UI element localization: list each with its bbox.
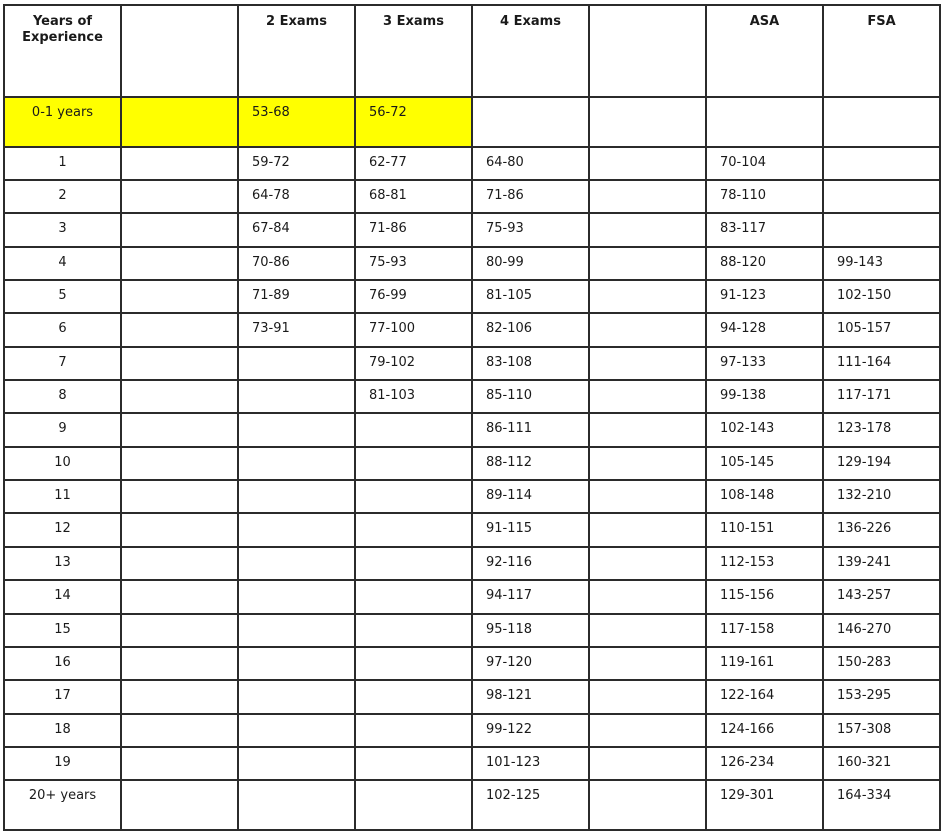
value-cell: 146-270 xyxy=(823,614,940,647)
value-cell: 108-148 xyxy=(706,480,823,513)
value-cell xyxy=(355,647,472,680)
column-header: FSA xyxy=(823,5,940,97)
value-cell: 70-86 xyxy=(238,247,355,280)
value-cell xyxy=(238,547,355,580)
value-cell xyxy=(238,480,355,513)
value-cell xyxy=(589,547,706,580)
value-cell: 81-103 xyxy=(355,380,472,413)
column-header: ASA xyxy=(706,5,823,97)
table-row xyxy=(4,580,940,613)
value-cell: 99-138 xyxy=(706,380,823,413)
value-cell: 92-116 xyxy=(472,547,589,580)
value-cell xyxy=(238,413,355,446)
value-cell: 91-115 xyxy=(472,513,589,546)
value-cell xyxy=(589,513,706,546)
value-cell xyxy=(121,97,238,147)
table-row xyxy=(4,614,940,647)
row-label-cell: 14 xyxy=(4,580,121,613)
value-cell: 157-308 xyxy=(823,714,940,747)
value-cell: 119-161 xyxy=(706,647,823,680)
value-cell: 105-145 xyxy=(706,447,823,480)
table-row xyxy=(4,347,940,380)
value-cell xyxy=(589,447,706,480)
value-cell xyxy=(355,614,472,647)
table-row xyxy=(4,447,940,480)
value-cell: 78-110 xyxy=(706,180,823,213)
value-cell xyxy=(238,747,355,780)
row-label-cell: 16 xyxy=(4,647,121,680)
value-cell: 94-117 xyxy=(472,580,589,613)
value-cell xyxy=(355,547,472,580)
value-cell xyxy=(589,614,706,647)
value-cell xyxy=(121,247,238,280)
value-cell: 94-128 xyxy=(706,313,823,346)
value-cell: 68-81 xyxy=(355,180,472,213)
salary-table-container xyxy=(3,4,941,831)
value-cell xyxy=(589,97,706,147)
value-cell xyxy=(589,147,706,180)
value-cell xyxy=(589,480,706,513)
column-header: 4 Exams xyxy=(472,5,589,97)
table-row xyxy=(4,380,940,413)
value-cell xyxy=(589,680,706,713)
value-cell: 115-156 xyxy=(706,580,823,613)
value-cell xyxy=(589,780,706,830)
row-label-cell: 20+ years xyxy=(4,780,121,830)
table-row xyxy=(4,780,940,830)
value-cell: 53-68 xyxy=(238,97,355,147)
value-cell: 59-72 xyxy=(238,147,355,180)
value-cell: 99-143 xyxy=(823,247,940,280)
value-cell: 150-283 xyxy=(823,647,940,680)
row-label-cell: 8 xyxy=(4,380,121,413)
value-cell xyxy=(355,413,472,446)
value-cell xyxy=(238,580,355,613)
value-cell xyxy=(823,180,940,213)
value-cell xyxy=(121,380,238,413)
value-cell xyxy=(238,380,355,413)
table-row xyxy=(4,513,940,546)
value-cell: 75-93 xyxy=(472,213,589,246)
value-cell: 136-226 xyxy=(823,513,940,546)
value-cell xyxy=(121,213,238,246)
row-label-cell: 17 xyxy=(4,680,121,713)
value-cell xyxy=(589,380,706,413)
table-row xyxy=(4,97,940,147)
table-row xyxy=(4,547,940,580)
table-row xyxy=(4,647,940,680)
row-label-cell: 12 xyxy=(4,513,121,546)
value-cell xyxy=(121,480,238,513)
row-label-cell: 1 xyxy=(4,147,121,180)
row-label-cell: 9 xyxy=(4,413,121,446)
value-cell xyxy=(238,780,355,830)
value-cell xyxy=(238,680,355,713)
value-cell: 83-117 xyxy=(706,213,823,246)
value-cell xyxy=(355,680,472,713)
value-cell: 56-72 xyxy=(355,97,472,147)
table-row xyxy=(4,714,940,747)
value-cell: 139-241 xyxy=(823,547,940,580)
value-cell xyxy=(121,280,238,313)
table-row xyxy=(4,180,940,213)
value-cell xyxy=(355,714,472,747)
value-cell: 89-114 xyxy=(472,480,589,513)
table-row xyxy=(4,747,940,780)
column-header: Years of Experience xyxy=(4,5,121,97)
value-cell xyxy=(238,714,355,747)
value-cell: 82-106 xyxy=(472,313,589,346)
value-cell: 160-321 xyxy=(823,747,940,780)
value-cell xyxy=(589,347,706,380)
value-cell xyxy=(121,580,238,613)
value-cell: 164-334 xyxy=(823,780,940,830)
value-cell: 76-99 xyxy=(355,280,472,313)
value-cell xyxy=(121,347,238,380)
table-row xyxy=(4,480,940,513)
value-cell xyxy=(121,680,238,713)
value-cell: 105-157 xyxy=(823,313,940,346)
value-cell xyxy=(121,513,238,546)
column-header xyxy=(589,5,706,97)
value-cell xyxy=(238,347,355,380)
value-cell: 129-301 xyxy=(706,780,823,830)
column-header: 2 Exams xyxy=(238,5,355,97)
value-cell xyxy=(121,413,238,446)
row-label-cell: 15 xyxy=(4,614,121,647)
value-cell xyxy=(589,280,706,313)
value-cell xyxy=(121,147,238,180)
row-label-cell: 13 xyxy=(4,547,121,580)
value-cell xyxy=(589,180,706,213)
value-cell: 95-118 xyxy=(472,614,589,647)
row-label-cell: 6 xyxy=(4,313,121,346)
table-header xyxy=(4,5,940,97)
value-cell xyxy=(589,647,706,680)
table-row xyxy=(4,147,940,180)
value-cell xyxy=(121,313,238,346)
value-cell: 83-108 xyxy=(472,347,589,380)
row-label-cell: 2 xyxy=(4,180,121,213)
value-cell: 86-111 xyxy=(472,413,589,446)
value-cell: 71-86 xyxy=(472,180,589,213)
value-cell xyxy=(706,97,823,147)
value-cell xyxy=(355,480,472,513)
value-cell: 101-123 xyxy=(472,747,589,780)
value-cell: 98-121 xyxy=(472,680,589,713)
value-cell: 70-104 xyxy=(706,147,823,180)
value-cell xyxy=(823,97,940,147)
value-cell xyxy=(355,780,472,830)
value-cell xyxy=(238,647,355,680)
value-cell xyxy=(589,213,706,246)
value-cell xyxy=(589,714,706,747)
row-label-cell: 4 xyxy=(4,247,121,280)
value-cell: 81-105 xyxy=(472,280,589,313)
value-cell: 143-257 xyxy=(823,580,940,613)
column-header xyxy=(121,5,238,97)
value-cell: 102-143 xyxy=(706,413,823,446)
value-cell xyxy=(121,447,238,480)
row-label-cell: 18 xyxy=(4,714,121,747)
value-cell xyxy=(355,580,472,613)
table-row xyxy=(4,213,940,246)
row-label-cell: 0-1 years xyxy=(4,97,121,147)
value-cell: 122-164 xyxy=(706,680,823,713)
value-cell xyxy=(121,547,238,580)
value-cell: 88-120 xyxy=(706,247,823,280)
row-label-cell: 19 xyxy=(4,747,121,780)
value-cell: 126-234 xyxy=(706,747,823,780)
value-cell: 75-93 xyxy=(355,247,472,280)
value-cell xyxy=(121,614,238,647)
value-cell xyxy=(238,614,355,647)
value-cell xyxy=(823,147,940,180)
value-cell xyxy=(589,413,706,446)
value-cell: 71-89 xyxy=(238,280,355,313)
value-cell: 117-158 xyxy=(706,614,823,647)
table-row xyxy=(4,280,940,313)
header-row xyxy=(4,5,940,97)
row-label-cell: 7 xyxy=(4,347,121,380)
value-cell: 102-125 xyxy=(472,780,589,830)
value-cell: 102-150 xyxy=(823,280,940,313)
value-cell: 153-295 xyxy=(823,680,940,713)
value-cell: 79-102 xyxy=(355,347,472,380)
table-body xyxy=(4,97,940,830)
value-cell xyxy=(823,213,940,246)
table-row xyxy=(4,680,940,713)
value-cell: 77-100 xyxy=(355,313,472,346)
value-cell: 99-122 xyxy=(472,714,589,747)
value-cell xyxy=(589,313,706,346)
row-label-cell: 5 xyxy=(4,280,121,313)
value-cell xyxy=(472,97,589,147)
table-row xyxy=(4,247,940,280)
row-label-cell: 3 xyxy=(4,213,121,246)
value-cell xyxy=(238,447,355,480)
value-cell: 64-80 xyxy=(472,147,589,180)
value-cell xyxy=(589,247,706,280)
row-label-cell: 10 xyxy=(4,447,121,480)
value-cell: 132-210 xyxy=(823,480,940,513)
value-cell xyxy=(355,747,472,780)
column-header: 3 Exams xyxy=(355,5,472,97)
value-cell xyxy=(355,447,472,480)
salary-table xyxy=(3,4,941,831)
value-cell: 129-194 xyxy=(823,447,940,480)
value-cell xyxy=(589,580,706,613)
value-cell: 85-110 xyxy=(472,380,589,413)
row-label-cell: 11 xyxy=(4,480,121,513)
value-cell: 97-120 xyxy=(472,647,589,680)
value-cell xyxy=(238,513,355,546)
value-cell: 73-91 xyxy=(238,313,355,346)
value-cell: 110-151 xyxy=(706,513,823,546)
value-cell xyxy=(121,747,238,780)
value-cell: 97-133 xyxy=(706,347,823,380)
value-cell: 80-99 xyxy=(472,247,589,280)
value-cell: 67-84 xyxy=(238,213,355,246)
value-cell: 62-77 xyxy=(355,147,472,180)
value-cell: 111-164 xyxy=(823,347,940,380)
value-cell xyxy=(121,180,238,213)
value-cell: 71-86 xyxy=(355,213,472,246)
value-cell: 112-153 xyxy=(706,547,823,580)
value-cell: 88-112 xyxy=(472,447,589,480)
value-cell: 64-78 xyxy=(238,180,355,213)
value-cell xyxy=(355,513,472,546)
table-row xyxy=(4,413,940,446)
value-cell: 123-178 xyxy=(823,413,940,446)
value-cell: 117-171 xyxy=(823,380,940,413)
value-cell: 124-166 xyxy=(706,714,823,747)
value-cell xyxy=(121,647,238,680)
value-cell xyxy=(121,714,238,747)
value-cell: 91-123 xyxy=(706,280,823,313)
table-row xyxy=(4,313,940,346)
value-cell xyxy=(589,747,706,780)
value-cell xyxy=(121,780,238,830)
